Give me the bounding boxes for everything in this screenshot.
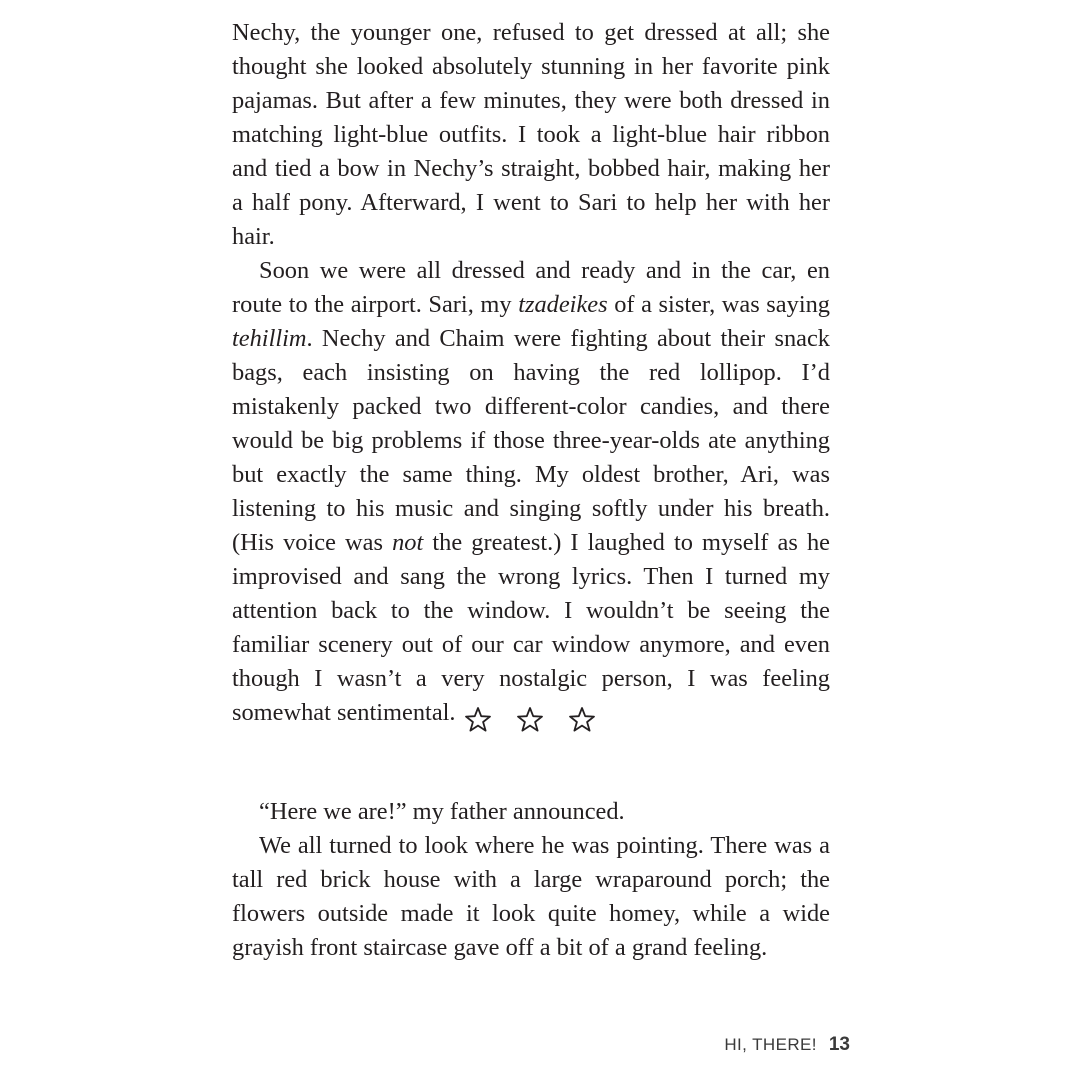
running-title: HI, THERE! [724, 1035, 817, 1054]
italic-not: not [392, 529, 424, 556]
running-footer [690, 1034, 850, 1056]
star-outline-icon [567, 705, 597, 735]
italic-tehillim: tehillim [232, 325, 307, 352]
paragraph-arrival: “Here we are!” my father announced. [259, 798, 625, 825]
star-outline-icon [463, 705, 493, 735]
page-number: 13 [828, 1034, 850, 1055]
bottom-text-block [232, 795, 830, 965]
paragraph-getting-dressed: Nechy, the younger one, refused to get dressed at all; she thought she looked absolutely stunning in her favorite pink pajamas. But after a few minutes, they were both dressed in matching light-blue outfits. I took a light-blue hair ribbon and tied a bow in Nechy’s straight, bobbed hair, making her a half pony. Afterward, I went to Sari to help her with her hair. [232, 19, 830, 250]
paragraph-house-description: We all turned to look where he was pointing. There was a tall red brick house with a large wraparound porch; the flowers outside made it look quite homey, while a wide grayish front staircase gave off a bit of a grand feeling. [232, 832, 830, 961]
star-outline-icon [515, 705, 545, 735]
top-text-block [232, 16, 830, 730]
car-ride-text-4: the greatest.) I laughed to myself as he improvised and sang the wrong lyrics. Then I turned my attention back to the window. I wouldn’t be seeing the familiar scenery out of our car window anymore, and even though I wasn’t a very nostalgic person, I was feeling somewhat sentimental. [232, 529, 830, 726]
paragraph-car-ride [232, 254, 830, 730]
car-ride-text-3: . Nechy and Chaim were fighting about their snack bags, each insisting on having the red lollipop. I’d mistakenly packed two different-color candies, and there would be big problems if those three-year-olds ate anything but exactly the same thing. My oldest brother, Ari, was listening to his music and singing softly under his breath. (His voice was [232, 325, 830, 556]
car-ride-text-1: Soon we were all dressed and ready and in the car, en route to the airport. Sari, my [232, 257, 830, 318]
italic-tzadeikes: tzadeikes [518, 291, 608, 318]
section-break [463, 703, 597, 737]
car-ride-text-2: of a sister, was saying [607, 291, 830, 318]
